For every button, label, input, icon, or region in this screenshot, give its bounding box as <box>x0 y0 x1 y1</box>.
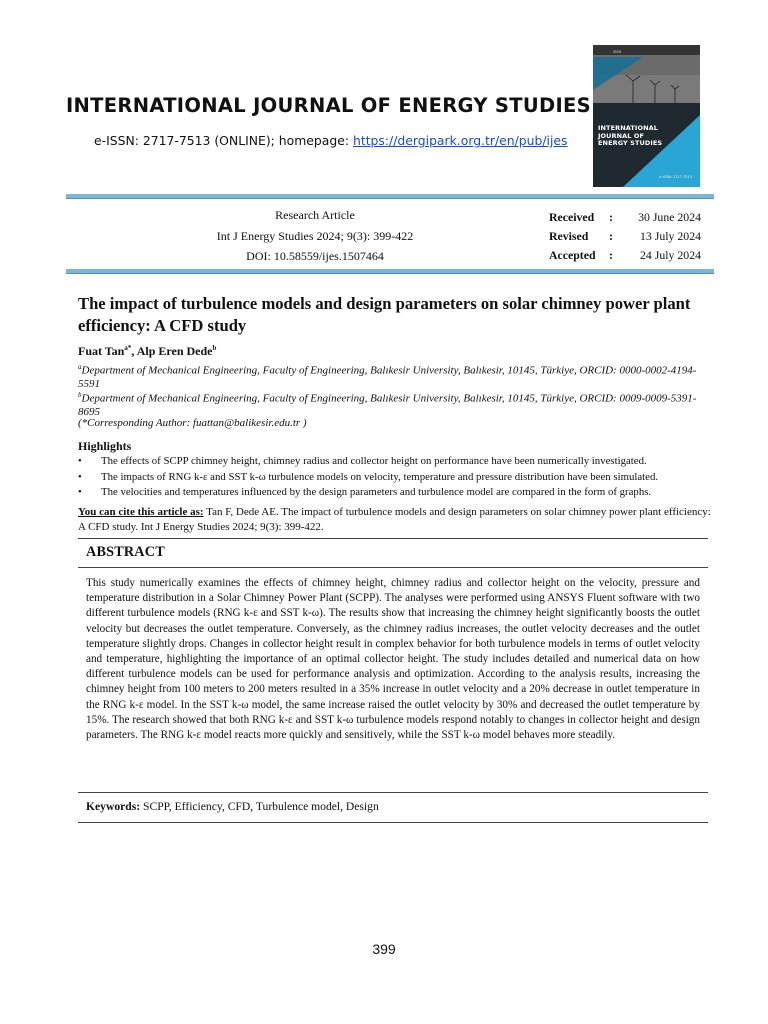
highlights-list <box>78 454 718 501</box>
list-item: • The velocities and temperatures influenced by the design parameters and turbulence model are compared in the form of graphs. <box>78 486 652 499</box>
cover-top-text: ISSN <box>613 50 622 54</box>
author-2: Alp Eren Dede <box>136 344 213 358</box>
date-value: 13 July 2024 <box>640 229 701 243</box>
abstract-rule-under-heading <box>78 567 708 568</box>
header-separator-bottom <box>66 269 714 274</box>
header-separator-top <box>66 194 714 199</box>
keywords-text: SCPP, Efficiency, CFD, Turbulence model, Design <box>140 800 379 813</box>
date-row-revised: Revised : 13 July 2024 <box>549 229 701 243</box>
highlights-heading: Highlights <box>78 439 132 453</box>
authors: Fuat Tan$^{a*}$, Alp Eren Dede$^b$ <box>78 344 217 358</box>
cover-title: INTERNATIONAL JOURNAL OF ENERGY STUDIES <box>598 124 663 147</box>
abstract-heading: ABSTRACT <box>86 544 165 560</box>
cite-text: Tan F, Dede AE. The impact of turbulence models and design parameters on solar chimney power plant efficiency: A CFD study. Int J Energy Studies 2024; 9(3): 399-422. <box>78 506 711 533</box>
article-citation: Int J Energy Studies 2024; 9(3): 399-422 <box>216 229 414 243</box>
list-item: • The effects of SCPP chimney height, chimney radius and collector height on performance have been numerically investigated. <box>78 455 647 467</box>
issn-text: e-ISSN: 2717-7513 (ONLINE); homepage: <box>94 133 353 148</box>
abstract-text: This study numerically examines the effects of chimney height, chimney radius and collector height on the velocity, pressure and temperature distribution in a Solar Chimney Power Plant (SCPP). The analyses were performed using ANSYS Fluent software with two different turbulence models (RNG k-ε and SST k-ω). The results show that increasing the chimney height significantly boosts the outlet velocity but decreases the outlet temperature. Conversely, as the chimney radius increases, the outlet velocity decreases and the outlet temperature slightly drops. Changes in collector height result in complex behavior for both turbulence models in terms of outlet velocity and temperature, highlighting the importance of an optimal collector height. The study includes detailed and numerical data on how different turbulence models can be used for performance analysis and optimization. According to the analysis results, increasing the chimney height from 100 meters to 200 meters resulted in a 35% increase in outlet velocity and a 20% decrease in outlet temperature in the RNG k-ε model. In the SST k-ω model, the same increase raised the outlet velocity by 30% and decreased the outlet temperature by 15%. The research showed that both RNG k-ε and SST k-ω turbulence models respond notably to changes in collector height and design parameters. The RNG k-ε model reacts more quickly and sensitively, while the SST k-ω model behaves more steadily. <box>86 577 700 742</box>
cover-art <box>593 45 700 187</box>
article-type: Research Article <box>275 208 355 222</box>
keywords-rule-top <box>78 792 708 793</box>
date-label: Revised <box>549 229 589 243</box>
abstract-rule-top <box>78 538 708 539</box>
journal-cover <box>593 45 700 187</box>
date-value: 24 July 2024 <box>640 248 701 262</box>
affiliation-a: $^a$Department of Mechanical Engineering, Faculty of Engineering, Balıkesir University, Balıkesir, 10145, Türkiye, ORCID: 0000-0002-4194-5591 <box>78 363 697 391</box>
date-row-accepted: Accepted : 24 July 2024 <box>549 248 701 262</box>
affiliation-b: $^b$Department of Mechanical Engineering, Faculty of Engineering, Balıkesir University, Balıkesir, 10145, Türkiye, ORCID: 0009-0009-5391-8695 <box>78 391 697 419</box>
date-label: Accepted <box>549 248 596 262</box>
date-label: Received <box>549 210 595 224</box>
author-1: Fuat Tan <box>78 344 125 358</box>
citation-note <box>78 505 714 535</box>
keywords-rule-bottom <box>78 822 708 823</box>
homepage-link[interactable]: https://dergipark.org.tr/en/pub/ijes <box>352 133 568 148</box>
date-value: 30 June 2024 <box>638 210 701 224</box>
paper-title: The impact of turbulence models and design parameters on solar chimney power plant efficiency: A CFD study <box>78 294 691 335</box>
list-item: • The impacts of RNG k-ε and SST k-ω turbulence models on velocity, temperature and pressure distribution have been simulated. <box>78 470 659 483</box>
keywords <box>86 800 379 813</box>
journal-title: INTERNATIONAL JOURNAL OF ENERGY STUDIES <box>66 94 592 117</box>
issn-line <box>94 133 574 148</box>
article-dates <box>549 210 709 270</box>
keywords-label: Keywords: <box>86 800 141 813</box>
article-doi: DOI: 10.58559/ijes.1507464 <box>246 249 384 263</box>
cite-label: You can cite this article as: <box>78 506 204 518</box>
cover-issn: e-ISSN: 2717-7513 <box>659 175 692 179</box>
page-number: 399 <box>372 941 396 957</box>
corresponding-author: (*Corresponding Author: fuattan@balikesir.edu.tr ) <box>78 417 307 429</box>
date-row-received: Received : 30 June 2024 <box>549 210 701 224</box>
